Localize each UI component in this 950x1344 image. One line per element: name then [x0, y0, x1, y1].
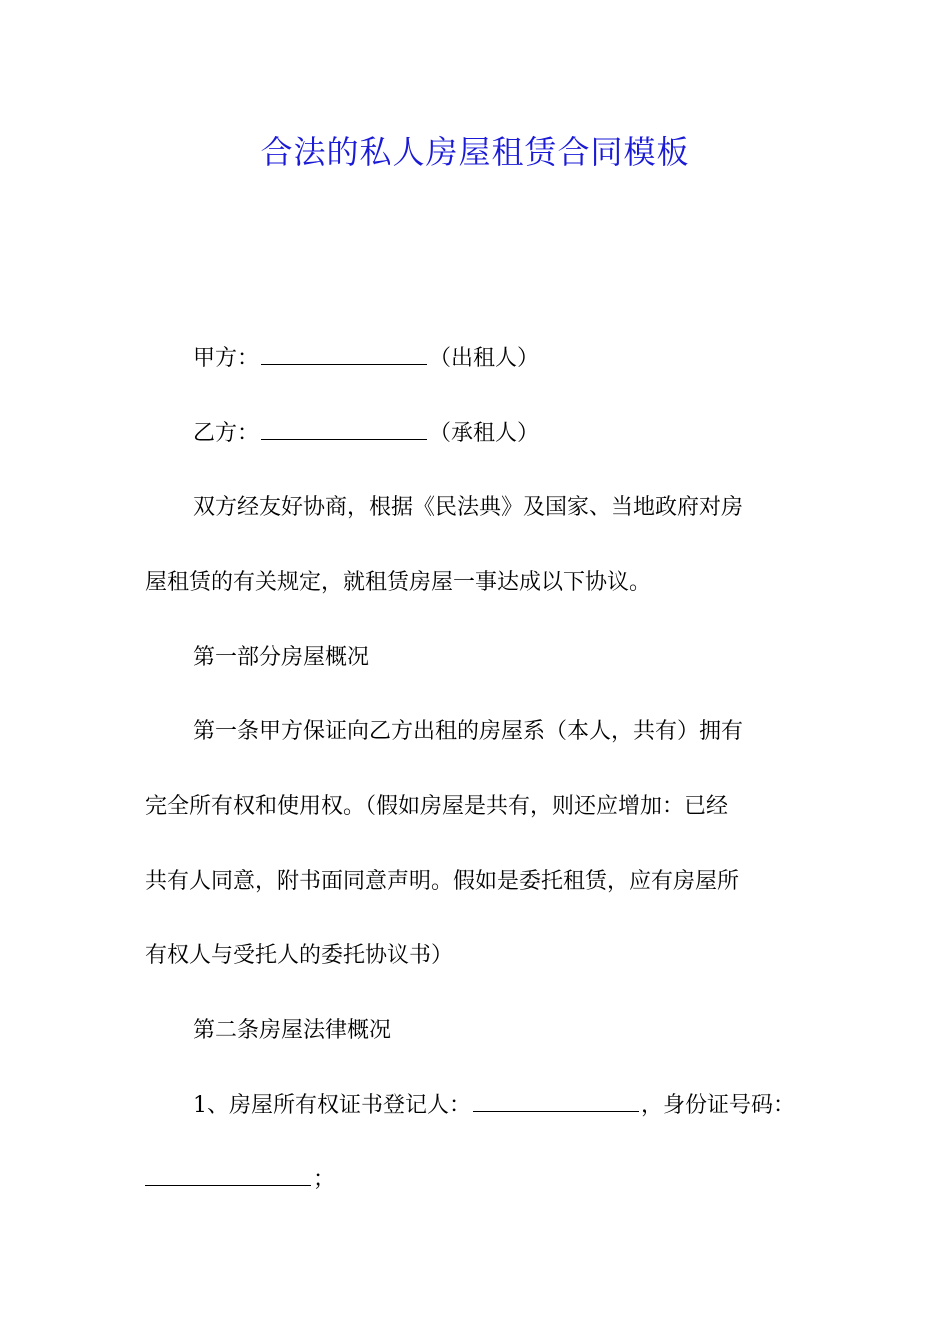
- party-b-role: （承租人）: [429, 421, 540, 446]
- item1-end: ；: [313, 1167, 336, 1192]
- item1-prefix: 1、房屋所有权证书登记人：: [193, 1093, 471, 1118]
- intro-line-2: 屋租赁的有关规定，就租赁房屋一事达成以下协议。: [145, 570, 652, 595]
- article2-heading: 第二条房屋法律概况: [193, 1018, 392, 1043]
- party-a-role: （出租人）: [429, 346, 540, 371]
- article1-line-3: 共有人同意，附书面同意声明。假如是委托租赁，应有房屋所: [145, 869, 740, 894]
- party-b-line: [193, 416, 853, 452]
- id-number-blank: [145, 1163, 311, 1186]
- article1-line-1: 第一条甲方保证向乙方出租的房屋系（本人，共有）拥有: [193, 719, 744, 744]
- party-a-blank: [261, 342, 427, 365]
- item1-line: [193, 1088, 853, 1124]
- part1-heading: 第一部分房屋概况: [193, 645, 370, 670]
- article1-line-4: 有权人与受托人的委托协议书）: [145, 943, 454, 968]
- party-b-blank: [261, 417, 427, 440]
- item1-middle: ，身份证号码：: [641, 1093, 796, 1118]
- owner-name-blank: [473, 1089, 639, 1112]
- party-a-label: 甲方：: [193, 346, 260, 371]
- document-title: 合法的私人房屋租赁合同模板: [260, 133, 690, 171]
- article1-line-2: 完全所有权和使用权。（假如房屋是共有，则还应增加：已经: [145, 794, 729, 819]
- party-b-label: 乙方：: [193, 421, 260, 446]
- party-a-line: [193, 341, 853, 377]
- intro-line-1: 双方经友好协商，根据《民法典》及国家、当地政府对房: [193, 495, 744, 520]
- id-number-line: [145, 1162, 805, 1198]
